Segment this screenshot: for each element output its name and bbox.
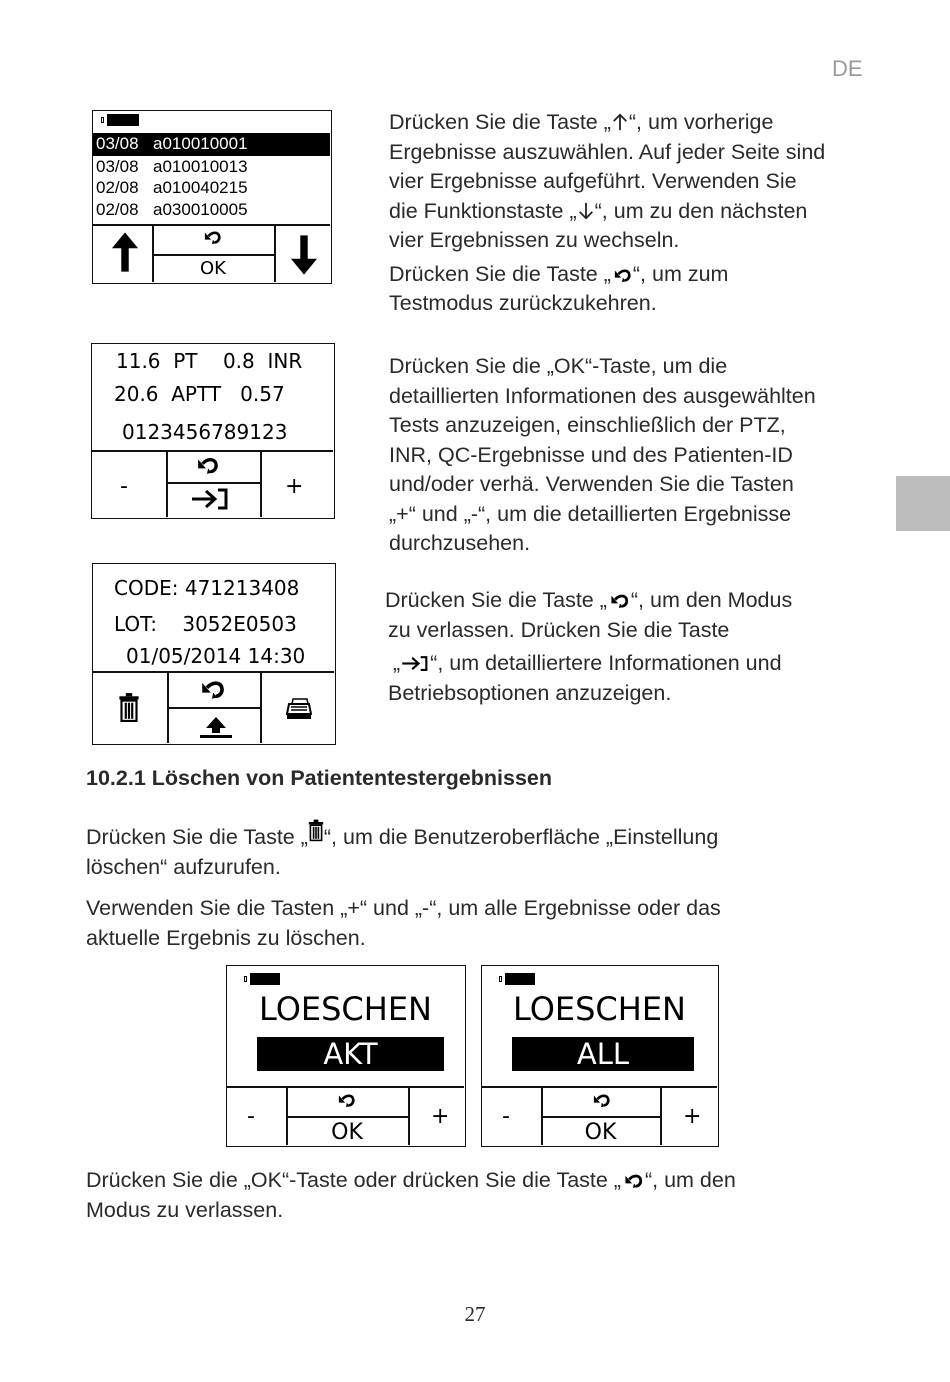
- enter-icon: [400, 655, 430, 672]
- back-icon[interactable]: [201, 229, 223, 245]
- up-arrow-icon: [611, 113, 629, 131]
- plus-button[interactable]: +: [683, 1104, 702, 1129]
- paragraph-exit-mode: Drücken Sie die Taste „ “, um den Modus zu verlassen. Drücken Sie die Taste „ “, um detailliertere Informationen und Betriebsoptionen anzuzeigen.: [385, 588, 793, 705]
- print-icon[interactable]: [286, 698, 312, 720]
- paragraph-previous-results: Drücken Sie die Taste „ “, um vorherige Ergebnisse auszuwählen. Auf jeder Seite sind vier Ergebnisse aufgeführt. Verwenden Sie die Funktionstaste „ “, um zu den nächsten vier Ergebnissen zu wechseln. Drücken Sie die Taste „ “, um zum Testmodus zurückzukehren.: [389, 110, 826, 315]
- code-lot-screen: [92, 563, 336, 745]
- back-icon: [607, 592, 631, 609]
- date-time: 01/05/2014 14:30: [126, 644, 306, 668]
- detail-patient-id: 0123456789123: [122, 420, 288, 444]
- result-detail-screen: [91, 343, 335, 519]
- minus-button[interactable]: -: [502, 1104, 510, 1129]
- up-arrow-icon[interactable]: [111, 230, 139, 274]
- code-value: CODE: 471213408: [114, 576, 300, 600]
- back-icon: [611, 267, 633, 283]
- minus-button[interactable]: -: [120, 474, 128, 499]
- result-id: a010010013: [153, 157, 248, 176]
- language-label: DE: [832, 56, 863, 81]
- result-date: 03/08: [96, 157, 139, 176]
- result-row[interactable]: [93, 200, 330, 221]
- back-icon[interactable]: [196, 678, 228, 700]
- detail-aptt: 20.6 APTT 0.57: [114, 382, 285, 406]
- ok-button[interactable]: OK: [584, 1120, 617, 1145]
- result-date: 02/08: [96, 178, 139, 197]
- paragraph-confirm-exit: Drücken Sie die „OK“-Taste oder drücken Sie die Taste „ “, um den Modus zu verlassen.: [86, 1168, 736, 1222]
- minus-button[interactable]: -: [247, 1104, 255, 1129]
- result-row[interactable]: [93, 157, 330, 178]
- delete-all-screen: [481, 965, 719, 1147]
- page-number: 27: [464, 1302, 486, 1326]
- paragraph-delete-options: Verwenden Sie die Tasten „+“ und „-“, um alle Ergebnisse oder das aktuelle Ergebnis zu löschen.: [86, 896, 721, 950]
- battery-icon: [244, 973, 282, 985]
- enter-icon[interactable]: [190, 487, 230, 511]
- paragraph-detail-info: Drücken Sie die „OK“-Taste, um die detaillierten Informationen des ausgewählten Tests anzuzeigen, einschließlich der PTZ, INR, QC-Ergebnisse und des Patienten-ID und/oder verhä. Verwenden Sie die Tasten „+“ und „-“, um die detaillierten Ergebnisse durchzusehen.: [389, 354, 816, 555]
- delete-title: LOESCHEN: [259, 990, 432, 1028]
- plus-button[interactable]: +: [285, 474, 304, 499]
- ok-button[interactable]: OK: [331, 1120, 363, 1145]
- result-row[interactable]: [93, 178, 330, 199]
- result-date: 02/08: [96, 200, 139, 219]
- down-arrow-icon[interactable]: [290, 232, 318, 278]
- upload-icon[interactable]: [199, 716, 233, 738]
- battery-icon: [101, 114, 141, 126]
- result-id: a010010001: [153, 134, 248, 153]
- chapter-tab: [896, 476, 950, 531]
- delete-option-all[interactable]: ALL: [512, 1037, 694, 1071]
- back-icon[interactable]: [335, 1092, 357, 1108]
- down-arrow-icon: [577, 202, 595, 220]
- delete-title: LOESCHEN: [513, 990, 686, 1028]
- trash-icon: [308, 818, 324, 842]
- detail-pt-inr: 11.6 PT 0.8 INR: [116, 349, 303, 373]
- result-date: 03/08: [96, 134, 139, 153]
- result-id: a010040215: [153, 178, 248, 197]
- delete-option-akt[interactable]: AKT: [257, 1037, 444, 1071]
- paragraph-delete-settings: Drücken Sie die Taste „ “, um die Benutzeroberfläche „Einstellung löschen“ aufzurufen.: [86, 818, 866, 882]
- ok-button[interactable]: OK: [200, 258, 226, 279]
- trash-icon[interactable]: [118, 692, 140, 722]
- lot-value: LOT: 3052E0503: [114, 612, 297, 636]
- result-row-selected[interactable]: [93, 133, 330, 156]
- battery-icon: [499, 973, 537, 985]
- section-heading: 10.2.1 Löschen von Patiententestergebnissen: [86, 766, 552, 790]
- result-list-screen: [92, 110, 332, 284]
- delete-current-screen: [226, 965, 466, 1147]
- back-icon: [621, 1172, 645, 1189]
- back-icon[interactable]: [590, 1092, 612, 1108]
- result-id: a030010005: [153, 200, 248, 219]
- back-icon[interactable]: [193, 455, 221, 475]
- plus-button[interactable]: +: [431, 1104, 450, 1129]
